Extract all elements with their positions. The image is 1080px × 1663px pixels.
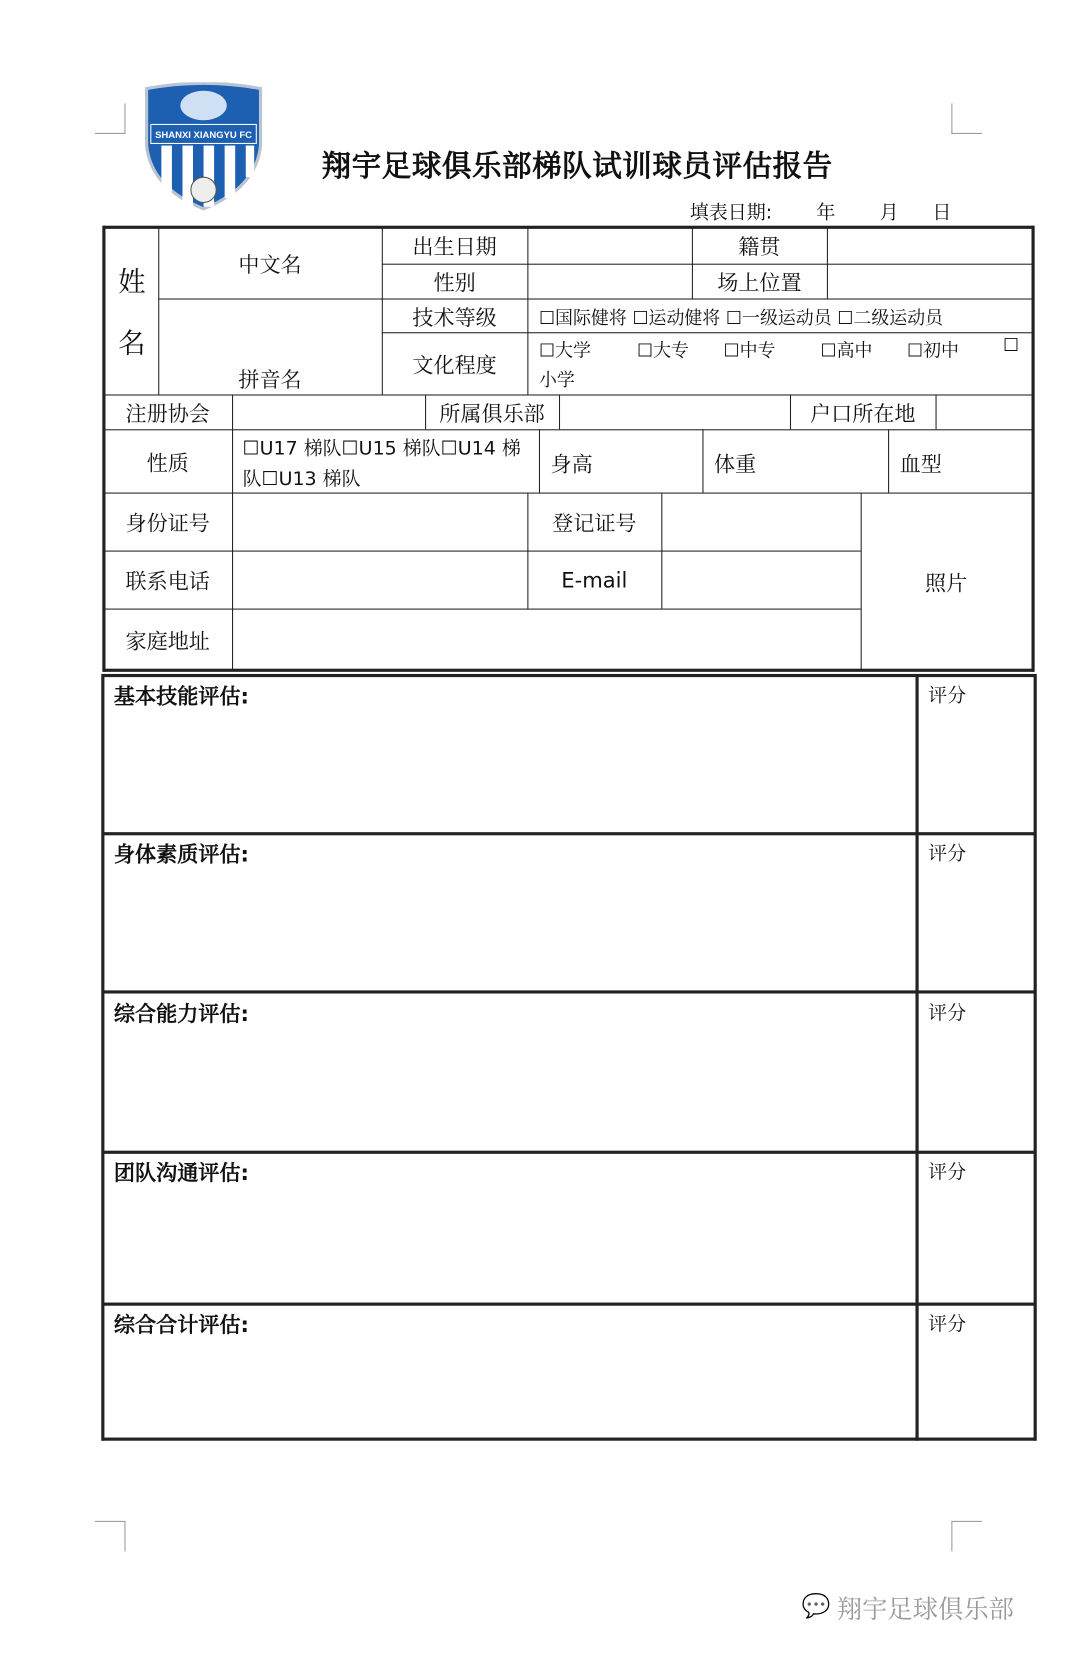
tech-level-options[interactable]: ☐国际健将 ☐运动健将 ☐一级运动员 ☐二级运动员 bbox=[538, 307, 944, 330]
blood-type-label: 血型 bbox=[899, 451, 942, 477]
watermark bbox=[802, 1588, 1014, 1625]
corner-mark-bottom-left bbox=[95, 1521, 126, 1552]
phone-label: 联系电话 bbox=[125, 568, 210, 594]
tech-level-label: 技术等级 bbox=[412, 304, 497, 330]
chinese-name-label: 中文名 bbox=[238, 251, 302, 277]
education-option-middle-school[interactable]: ☐初中 bbox=[907, 340, 959, 362]
education-option-university[interactable]: ☐大学 bbox=[538, 340, 591, 362]
nature-label: 性质 bbox=[146, 449, 189, 476]
eval-total-score[interactable]: 评分 bbox=[928, 1313, 967, 1336]
email-label: E-mail bbox=[561, 566, 628, 593]
corner-mark-bottom-right bbox=[951, 1521, 982, 1552]
date-year: 年 bbox=[816, 201, 836, 224]
id-number-label: 身份证号 bbox=[125, 510, 210, 536]
eval-total-label: 综合合计评估: bbox=[113, 1312, 249, 1338]
eval-teamwork-label: 团队沟通评估: bbox=[113, 1160, 249, 1186]
date-month: 月 bbox=[879, 201, 899, 224]
fill-date-label: 填表日期: bbox=[689, 201, 773, 224]
native-place-label: 籍贯 bbox=[738, 234, 781, 260]
name-label-2: 名 bbox=[118, 327, 146, 360]
address-label: 家庭地址 bbox=[125, 628, 210, 654]
education-option-college[interactable]: ☐大专 bbox=[637, 340, 689, 362]
wechat-icon: 💬 bbox=[801, 1593, 831, 1621]
eval-overall-ability-label: 综合能力评估: bbox=[113, 1000, 249, 1027]
weight-label: 体重 bbox=[714, 451, 757, 477]
household-label: 户口所在地 bbox=[810, 400, 916, 427]
gender-label: 性别 bbox=[433, 270, 476, 296]
corner-mark-top-right bbox=[951, 103, 982, 134]
name-label-1: 姓 bbox=[118, 266, 146, 298]
education-label: 文化程度 bbox=[412, 352, 497, 378]
eval-teamwork-score[interactable]: 评分 bbox=[928, 1161, 967, 1184]
club-label: 所属俱乐部 bbox=[439, 400, 545, 427]
club-logo bbox=[140, 82, 267, 211]
position-label: 场上位置 bbox=[717, 270, 802, 296]
reg-number-label: 登记证号 bbox=[552, 510, 637, 536]
education-option-high-school[interactable]: ☐高中 bbox=[820, 340, 873, 362]
watermark-text: 翔宇足球俱乐部 bbox=[836, 1594, 1014, 1625]
height-label: 身高 bbox=[550, 451, 593, 477]
corner-mark-top-left bbox=[95, 103, 126, 134]
photo-box[interactable]: 照片 bbox=[924, 570, 968, 596]
eval-physical-label: 身体素质评估: bbox=[113, 841, 249, 867]
page-title: 翔宇足球俱乐部梯队试训球员评估报告 bbox=[321, 148, 833, 184]
education-option-technical[interactable]: ☐中专 bbox=[723, 340, 776, 362]
eval-basic-skills-score[interactable]: 评分 bbox=[928, 684, 967, 707]
eval-overall-ability-score[interactable]: 评分 bbox=[928, 1001, 967, 1025]
eval-basic-skills-label: 基本技能评估: bbox=[113, 683, 249, 709]
nature-options-line2[interactable]: 队☐U13 梯队 bbox=[242, 468, 361, 491]
education-option-primary-checkbox[interactable]: ☐ bbox=[1003, 335, 1020, 357]
svg-text:SHANXI XIANGYU FC: SHANXI XIANGYU FC bbox=[155, 130, 253, 142]
date-day: 日 bbox=[932, 201, 952, 224]
education-option-primary-label: 小学 bbox=[538, 370, 575, 392]
association-label: 注册协会 bbox=[125, 400, 210, 427]
fill-date-line bbox=[689, 197, 952, 224]
pinyin-name-label: 拼音名 bbox=[238, 366, 302, 392]
eval-physical-score[interactable]: 评分 bbox=[928, 842, 967, 865]
nature-options-line1[interactable]: ☐U17 梯队☐U15 梯队☐U14 梯 bbox=[242, 437, 521, 460]
birth-date-label: 出生日期 bbox=[412, 234, 497, 260]
